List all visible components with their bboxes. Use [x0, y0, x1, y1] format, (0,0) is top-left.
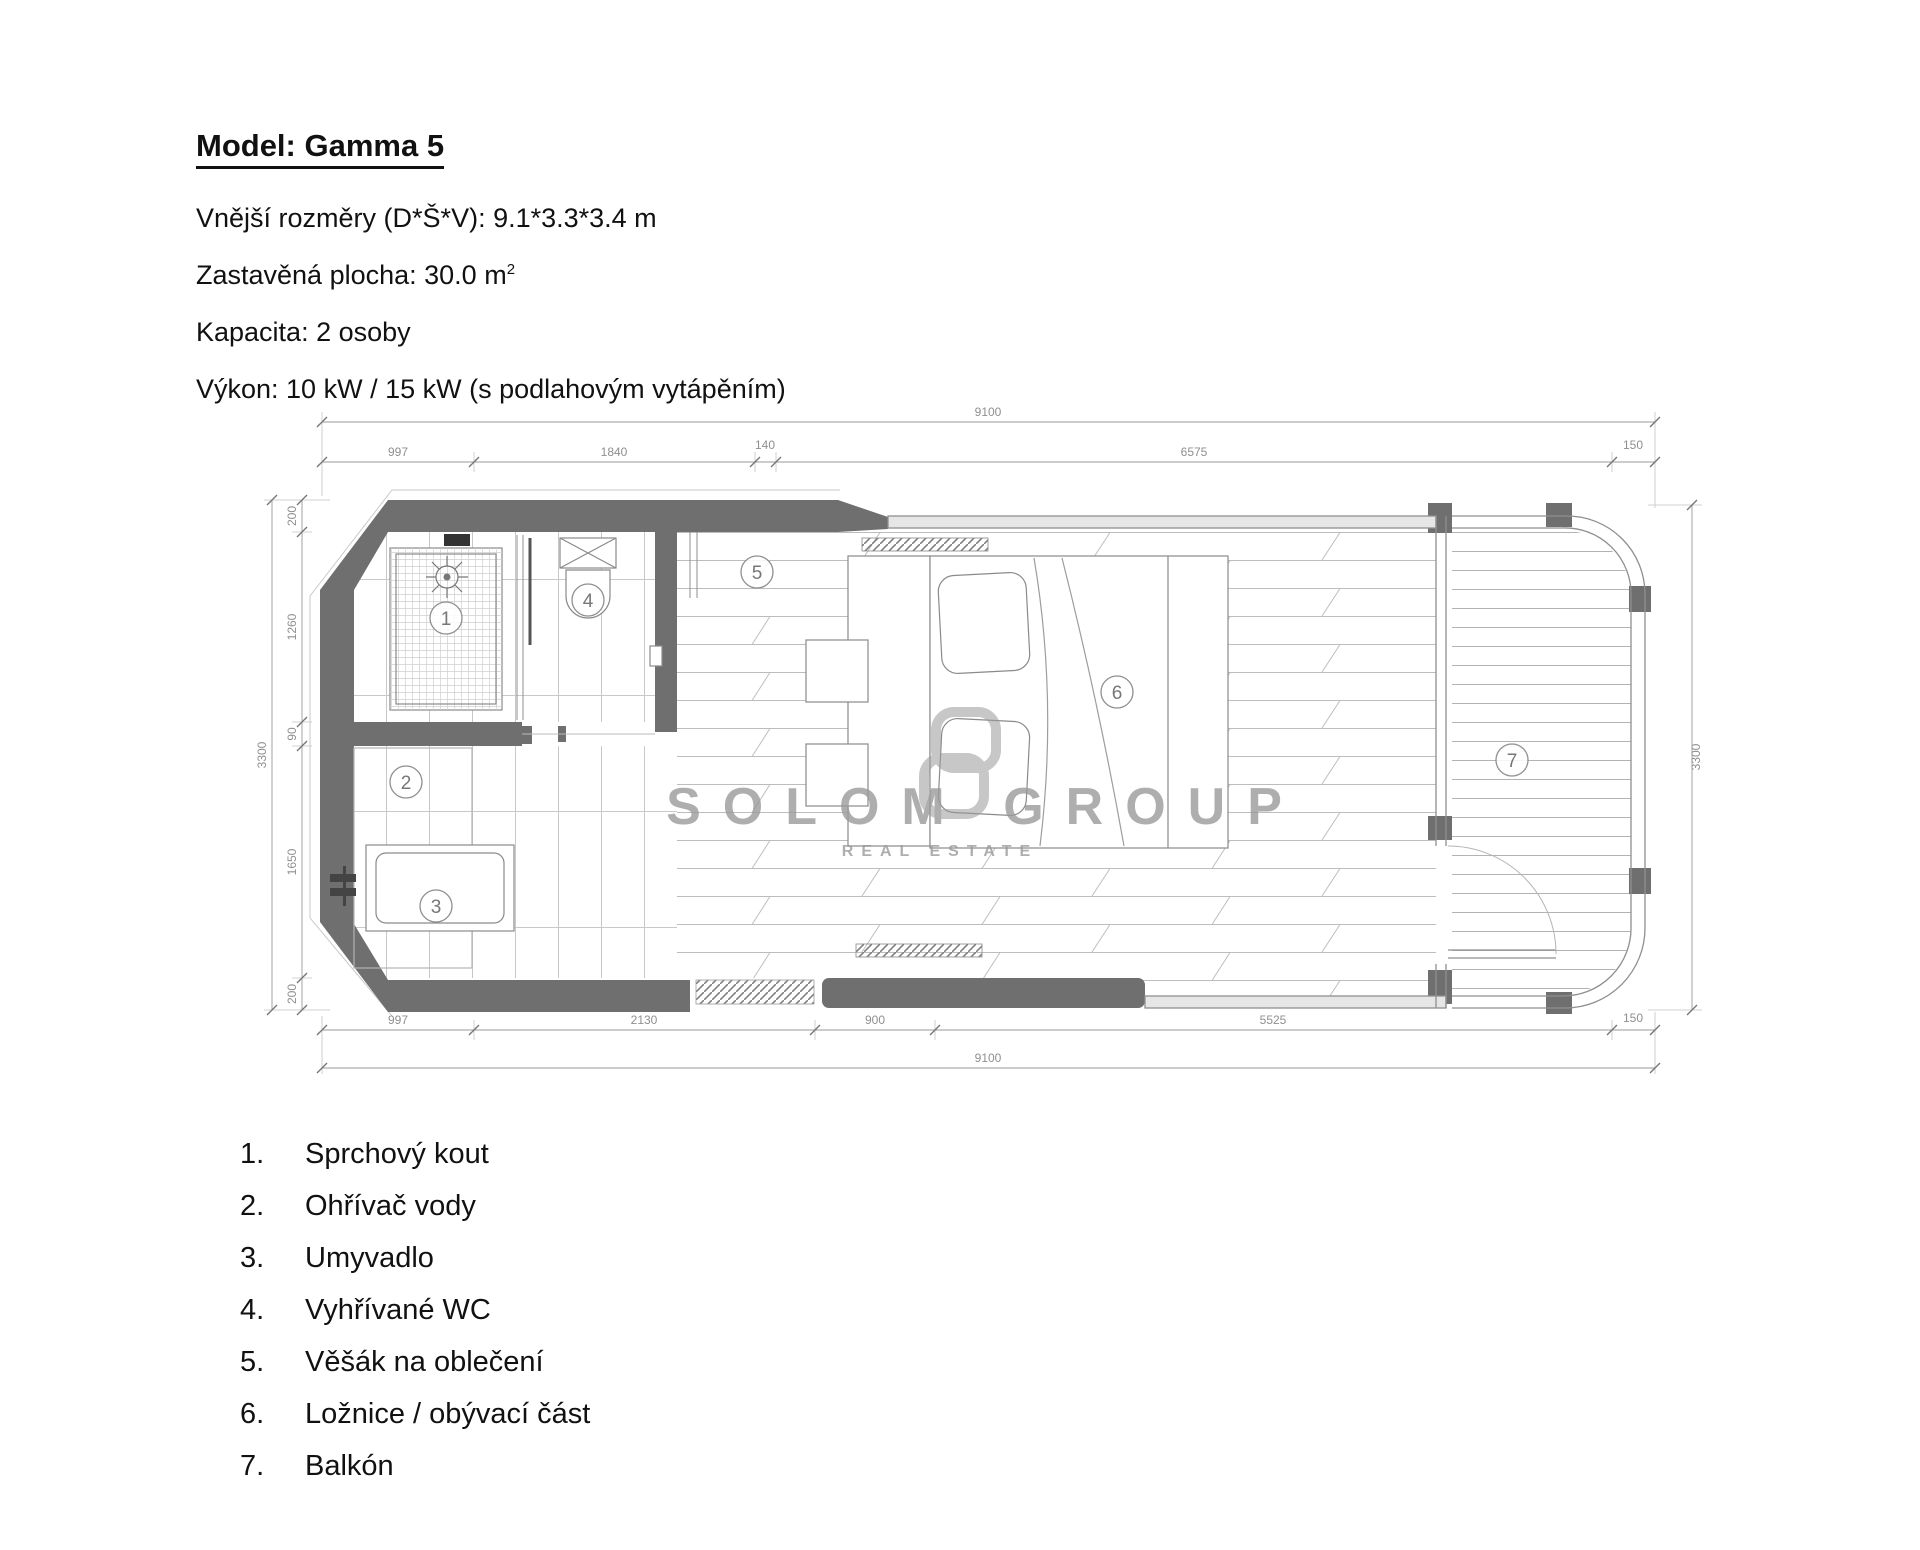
legend-item-3 [240, 1232, 590, 1284]
legend-num-6: 6. [240, 1397, 265, 1430]
room-label-7-text: 7 [1506, 751, 1518, 772]
top-glazing [888, 516, 1436, 528]
rail-post-right-upper [1629, 586, 1651, 612]
room-label-6-text: 6 [1111, 683, 1123, 704]
legend-item-5 [240, 1336, 590, 1388]
legend-label-7: Balkón [305, 1449, 394, 1482]
legend-label-2: Ohřívač vody [305, 1189, 476, 1222]
room-label-1 [430, 602, 462, 634]
watermark-subtitle: REAL ESTATE [841, 843, 1039, 860]
dim-bottom-4: 5525 [1259, 1013, 1287, 1027]
room-label-5-text: 5 [751, 563, 763, 584]
legend-item-2 [240, 1180, 590, 1232]
dim-top-4: 6575 [1180, 445, 1208, 459]
dim-left-5: 200 [285, 983, 299, 1005]
stool-1 [806, 640, 868, 702]
bottom-glazing [1145, 996, 1446, 1008]
legend-num-2: 2. [240, 1189, 265, 1222]
legend-num-4: 4. [240, 1293, 265, 1326]
room-label-3 [420, 890, 452, 922]
legend-num-3: 3. [240, 1241, 265, 1274]
legend-item-1 [240, 1128, 590, 1180]
dim-left-1: 200 [285, 505, 299, 527]
glass-partition [1436, 516, 1446, 1008]
legend-label-5: Věšák na oblečení [305, 1345, 544, 1378]
room-label-5 [741, 556, 773, 588]
legend-label-6: Ložnice / obývací část [305, 1397, 591, 1430]
dim-left-3: 90 [285, 727, 299, 741]
bottom-wall-mid [822, 978, 1145, 1008]
dim-top-1: 997 [387, 445, 409, 459]
legend-item-6 [240, 1388, 590, 1440]
legend-item-4 [240, 1284, 590, 1336]
wc-right-wall [655, 532, 677, 732]
bottom-wall-left [388, 980, 690, 1012]
dim-bottom-3: 900 [864, 1013, 886, 1027]
balcony-deck-floor [1452, 531, 1631, 994]
room-label-4 [572, 584, 604, 616]
watermark-brand: SOLOM GROUP [666, 778, 1304, 836]
dim-top-3: 140 [754, 438, 776, 452]
room-label-2 [390, 766, 422, 798]
rail-post-top [1546, 503, 1572, 527]
dim-right-total: 3300 [1689, 743, 1703, 771]
legend-num-5: 5. [240, 1345, 265, 1378]
spec-capacity: Kapacita: 2 osoby [196, 317, 411, 347]
room-label-3-text: 3 [430, 897, 442, 918]
partition-post-mid [1428, 816, 1452, 840]
legend-label-3: Umyvadlo [305, 1241, 434, 1274]
dim-top-5: 150 [1622, 438, 1644, 452]
top-wall [388, 500, 888, 532]
bathroom-bottom-wall [354, 722, 522, 746]
legend-label-4: Vyhřívané WC [305, 1293, 491, 1326]
model-title: Model: Gamma 5 [196, 128, 444, 169]
spec-area-text: Zastavěná plocha: 30.0 m [196, 260, 507, 290]
room-label-4-text: 4 [582, 591, 594, 612]
bathroom-door-jamb [522, 726, 532, 744]
bottom-window-vent [856, 944, 982, 957]
room-label-1-text: 1 [440, 609, 452, 630]
legend-num-7: 7. [240, 1449, 265, 1482]
dim-bottom-total: 9100 [974, 1051, 1002, 1065]
dim-top-2: 1840 [600, 445, 628, 459]
dim-bottom-2: 2130 [630, 1013, 658, 1027]
legend-list [240, 1128, 590, 1492]
dim-left-4: 1650 [285, 848, 299, 876]
wc-door-handle [650, 646, 662, 666]
legend-item-7 [240, 1440, 590, 1492]
spec-area-sup: 2 [506, 261, 516, 278]
dim-bottom-1: 997 [387, 1013, 409, 1027]
dim-left-total: 3300 [255, 741, 269, 769]
spec-power: Výkon: 10 kW / 15 kW (s podlahovým vytápěním) [196, 374, 786, 404]
pillow-1 [937, 572, 1030, 674]
room-label-2-text: 2 [400, 773, 412, 794]
spec-dimensions: Vnější rozměry (D*Š*V): 9.1*3.3*3.4 m [196, 203, 657, 233]
legend-label-1: Sprchový kout [305, 1137, 489, 1170]
legend-num-1: 1. [240, 1137, 265, 1170]
top-window-vent [862, 538, 988, 551]
dim-top-total: 9100 [974, 405, 1002, 419]
room-label-6 [1101, 676, 1133, 708]
entrance-door-opening [696, 980, 814, 1004]
room-label-7 [1496, 744, 1528, 776]
rail-post-right-lower [1629, 868, 1651, 894]
shower-head-icon [426, 556, 468, 598]
dim-bottom-5: 150 [1622, 1011, 1644, 1025]
shower-faucet [444, 534, 470, 546]
dim-left-2: 1260 [285, 613, 299, 641]
